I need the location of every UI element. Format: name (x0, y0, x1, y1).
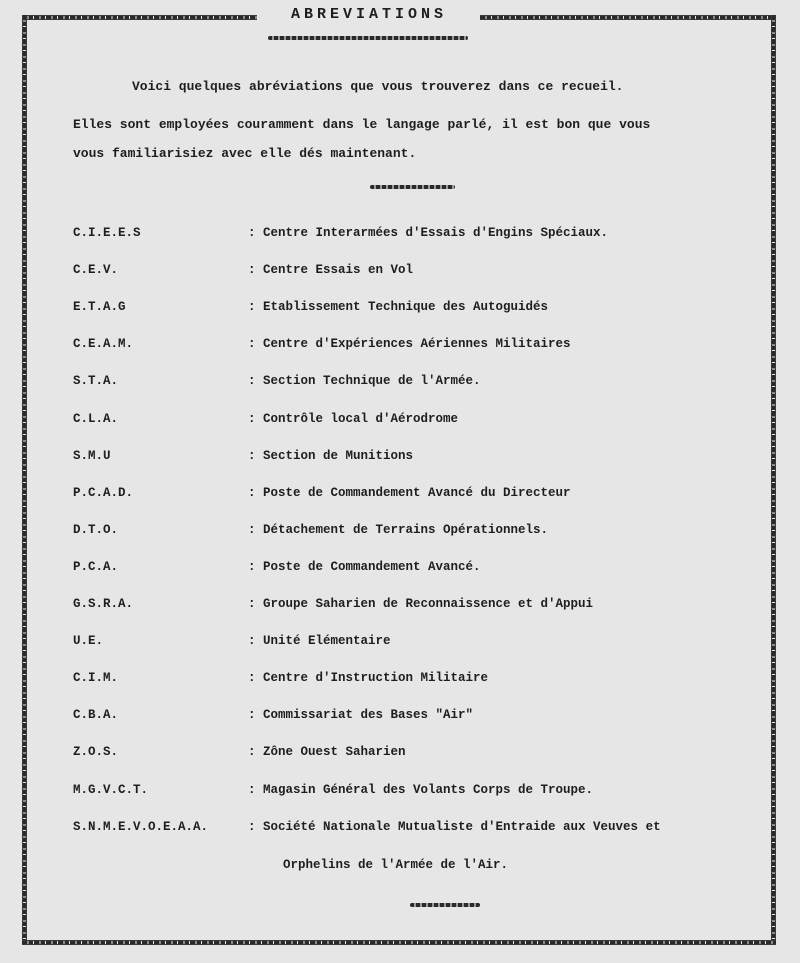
abbreviation-code: G.S.R.A. (73, 597, 134, 611)
intro-line-3: vous familiarisiez avec elle dés maintenant. (73, 146, 417, 161)
abbreviation-definition: : Section de Munitions (248, 449, 414, 463)
border-left (22, 15, 27, 945)
abbreviation-code: E.T.A.G (73, 300, 126, 314)
abbreviation-definition: : Centre Interarmées d'Essais d'Engins Spéciaux. (248, 226, 609, 240)
abbreviation-definition: : Centre Essais en Vol (248, 263, 414, 277)
abbreviation-code: P.C.A.D. (73, 486, 134, 500)
end-divider-ornament (410, 903, 480, 907)
abbreviation-definition: : Poste de Commandement Avancé du Directeur (248, 486, 571, 500)
title-underline-ornament (268, 36, 468, 40)
abbreviation-code: C.I.M. (73, 671, 119, 685)
abbreviation-definition: : Magasin Général des Volants Corps de Troupe. (248, 783, 594, 797)
abbreviation-definition: : Commissariat des Bases "Air" (248, 708, 474, 722)
definition-continuation: Orphelins de l'Armée de l'Air. (283, 858, 509, 872)
border-top-right (480, 15, 776, 20)
abbreviation-definition: : Zône Ouest Saharien (248, 745, 406, 759)
intro-line-2: Elles sont employées couramment dans le langage parlé, il est bon que vous (73, 117, 651, 132)
abbreviation-code: S.T.A. (73, 374, 119, 388)
abbreviation-code: C.B.A. (73, 708, 119, 722)
abbreviation-code: C.L.A. (73, 412, 119, 426)
border-top-left (22, 15, 257, 20)
abbreviation-definition: : Poste de Commandement Avancé. (248, 560, 481, 574)
abbreviation-code: S.M.U (73, 449, 111, 463)
abbreviation-definition: : Groupe Saharien de Reconnaissence et d'Appui (248, 597, 594, 611)
abbreviation-definition: : Etablissement Technique des Autoguidés (248, 300, 549, 314)
abbreviation-code: U.E. (73, 634, 104, 648)
abbreviation-definition: : Section Technique de l'Armée. (248, 374, 481, 388)
abbreviation-definition: : Société Nationale Mutualiste d'Entraide aux Veuves et (248, 820, 661, 834)
border-right (771, 15, 776, 945)
abbreviation-code: C.E.A.M. (73, 337, 134, 351)
page-title: ABREVIATIONS (290, 6, 448, 23)
border-bottom (22, 940, 776, 945)
abbreviation-code: Z.O.S. (73, 745, 119, 759)
abbreviation-definition: : Contrôle local d'Aérodrome (248, 412, 459, 426)
section-divider-ornament (370, 185, 455, 189)
abbreviation-definition: : Centre d'Expériences Aériennes Militaires (248, 337, 571, 351)
abbreviation-code: C.E.V. (73, 263, 119, 277)
abbreviation-definition: : Détachement de Terrains Opérationnels. (248, 523, 549, 537)
abbreviation-code: S.N.M.E.V.O.E.A.A. (73, 820, 209, 834)
abbreviation-code: C.I.E.E.S (73, 226, 141, 240)
abbreviation-definition: : Unité Elémentaire (248, 634, 391, 648)
intro-line-1: Voici quelques abréviations que vous trouverez dans ce recueil. (132, 79, 624, 94)
abbreviation-code: D.T.O. (73, 523, 119, 537)
abbreviation-code: M.G.V.C.T. (73, 783, 149, 797)
abbreviation-code: P.C.A. (73, 560, 119, 574)
abbreviation-definition: : Centre d'Instruction Militaire (248, 671, 489, 685)
